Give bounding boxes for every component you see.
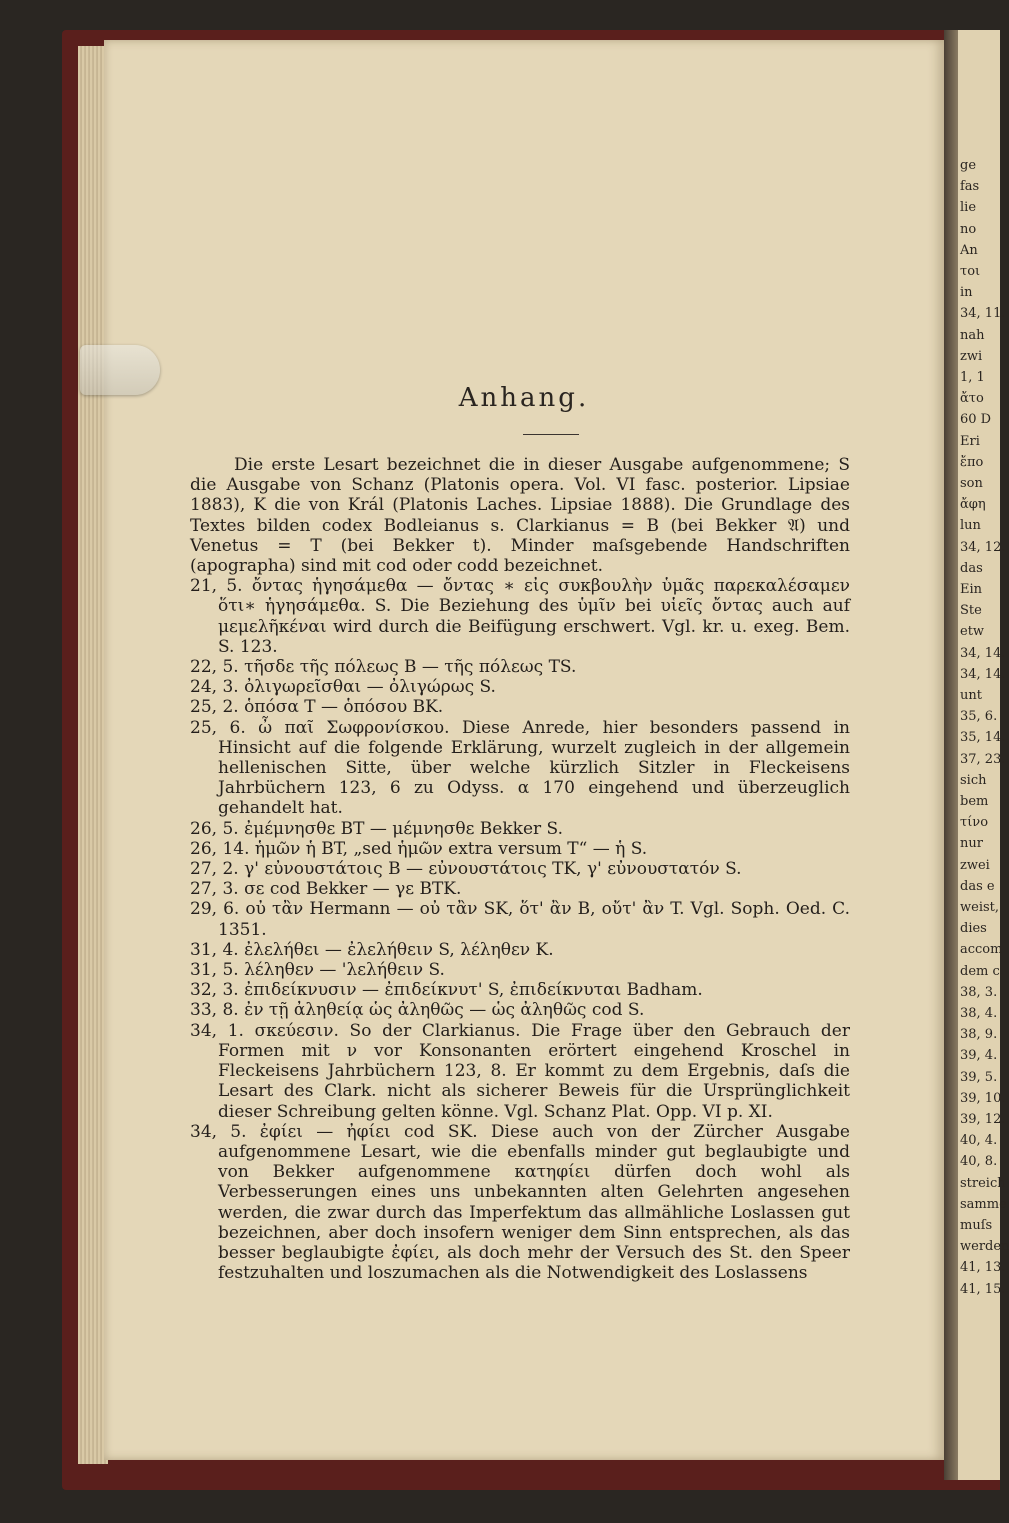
next-page-fragment: Eri bbox=[960, 433, 980, 449]
entry-item bbox=[190, 718, 850, 819]
next-page-fragment: muſs bbox=[960, 1218, 993, 1233]
entry-ref: 26, 5. bbox=[190, 818, 239, 839]
next-page-fragment: 1, 1 bbox=[960, 370, 985, 385]
next-page-fragment: 34, 11. bbox=[960, 306, 1006, 322]
entry-item bbox=[190, 1000, 850, 1020]
entry-item bbox=[190, 859, 850, 879]
next-page-fragment: accom bbox=[960, 942, 1003, 958]
next-page-fragment: 39, 12. bbox=[960, 1112, 1006, 1127]
entry-ref: 31, 4. bbox=[190, 939, 239, 960]
entry-ref: 32, 3. bbox=[190, 980, 239, 1001]
next-page-fragment: τοι bbox=[960, 264, 981, 279]
book-gutter bbox=[944, 30, 958, 1480]
next-page-fragment: etw bbox=[960, 624, 985, 640]
entry-ref: 27, 3. bbox=[190, 879, 239, 900]
next-page-fragment: 39, 5. bbox=[960, 1069, 998, 1085]
entry-ref: 27, 2. bbox=[190, 859, 239, 880]
entry-item bbox=[190, 576, 850, 657]
entry-text: ἐφίει — ἠφίει cod SK. Diese auch von der Zürcher Ausgabe aufgenommene Lesart, wie die ebenfalls minder gut beglaubigte und von Bekker aufgenommene κατηφίει dürfen doch wohl als Verbesserungen eines uns unbekannten alten Gelehrten angesehen werden, die zwar durch das Imperfektum das allmähliche Loslassen gut bezeichnen, aber doch insofern weniger dem Sinn entsprechen, als das besser beglaubigte ἐφίει, als doch mehr der Versuch des St. den Speer festzuhalten und loszumachen als die Notwendigkeit des Loslassens bbox=[218, 1121, 850, 1284]
entry-item bbox=[190, 677, 850, 697]
entry-item bbox=[190, 1021, 850, 1122]
page-heading: Anhang. bbox=[458, 383, 590, 413]
entry-text: σκεύεσιν. So der Clarkianus. Die Frage über den Gebrauch der Formen mit ν vor Konsonanten erörtert eingehend Kroschel in Fleckeisens Jahrbüchern 123, 8. Er kommt zu dem Ergebnis, daſs die Lesart des Clark. nicht als sicherer Beweis für die Ursprünglichkeit dieser Schreibung gelten könne. Vgl. Schanz Plat. Opp. VI p. XI. bbox=[218, 1020, 850, 1122]
next-page-fragment: dem c bbox=[960, 963, 1000, 979]
entry-item bbox=[190, 899, 850, 939]
entry-ref: 22, 5. bbox=[190, 657, 239, 678]
next-page-fragment: in bbox=[960, 285, 973, 301]
entry-list bbox=[190, 576, 850, 1283]
entry-text: ἐπιδείκνυσιν — ἐπιδείκνυτ' S, ἐπιδείκνυται Badham. bbox=[238, 980, 703, 1001]
entry-text: οὐ τἂν Hermann — οὐ τἂν SK, ὅτ' ἂν B, οὔτ' ἂν T. Vgl. Soph. Oed. C. 1351. bbox=[218, 899, 850, 940]
appendix-text bbox=[190, 455, 850, 1283]
next-page-fragment: 38, 4. bbox=[960, 1006, 998, 1021]
entry-ref: 34, 1. bbox=[190, 1020, 244, 1041]
entry-ref: 29, 6. bbox=[190, 899, 240, 920]
next-page-fragment: sich bbox=[960, 772, 987, 788]
entry-item bbox=[190, 879, 850, 899]
entry-item bbox=[190, 657, 850, 677]
entry-text: ἐμέμνησθε BT — μέμνησθε Bekker S. bbox=[238, 818, 563, 839]
entry-ref: 21, 5. bbox=[190, 576, 243, 597]
next-page-fragment: 37, 23. bbox=[960, 751, 1006, 767]
next-page-fragment: dies bbox=[960, 921, 987, 937]
next-page-fragment: 39, 10. bbox=[960, 1090, 1006, 1106]
next-page-fragment: weist, bbox=[960, 900, 1000, 915]
next-page-fragment: 39, 4. bbox=[960, 1048, 998, 1064]
entry-text: τῆσδε τῆς πόλεως B — τῆς πόλεως TS. bbox=[238, 657, 577, 678]
next-page-fragment: das e bbox=[960, 878, 995, 894]
next-page-fragment: son bbox=[960, 476, 983, 491]
next-page-fragment: An bbox=[960, 242, 978, 258]
next-page-fragment: 35, 14. bbox=[960, 730, 1006, 746]
entry-item bbox=[190, 819, 850, 839]
next-page-fragment: lie bbox=[960, 200, 977, 216]
entry-item bbox=[190, 697, 850, 717]
entry-ref: 25, 2. bbox=[190, 697, 239, 718]
entry-text: ἐν τῇ ἀληθείᾳ ὡς ἀληθῶς — ὡς ἀληθῶς cod S. bbox=[238, 1000, 645, 1021]
entry-item bbox=[190, 980, 850, 1000]
entry-ref: 33, 8. bbox=[190, 1000, 239, 1021]
next-page-fragment: zwei bbox=[960, 857, 990, 873]
entry-ref: 31, 5. bbox=[190, 960, 239, 981]
next-page-fragment: 34, 14. bbox=[960, 645, 1006, 661]
next-page-fragment: 34, 14. bbox=[960, 666, 1006, 682]
next-page-fragment: fas bbox=[960, 179, 980, 195]
entry-text: ὀλιγωρεῖσθαι — ὀλιγώρως S. bbox=[238, 677, 496, 698]
next-page-fragment: nah bbox=[960, 327, 985, 343]
next-page-fragment: 60 D bbox=[960, 412, 992, 428]
next-page-fragment: streich bbox=[960, 1175, 1006, 1191]
next-page-fragment: Ein bbox=[960, 582, 983, 597]
next-page-fragment: unt bbox=[960, 688, 982, 703]
entry-ref: 24, 3. bbox=[190, 677, 239, 698]
next-page-fragment: nur bbox=[960, 836, 983, 852]
entry-text: ὦ παῖ Σωφρονίσκου. Diese Anrede, hier besonders passend in Hinsicht auf die folgende Erklärung, wurzelt zugleich in der allgemein hellenischen Sitte, über welche kürzlich Sitzler in Fleckeisens Jahrbüchern 123, 6 zu Odyss. α 170 eingehend und überzeuglich gehandelt hat. bbox=[218, 717, 850, 819]
next-page-fragment: 41, 15. bbox=[960, 1281, 1006, 1297]
next-page-fragment: 40, 4. bbox=[960, 1133, 998, 1149]
next-page-fragment: das bbox=[960, 560, 983, 576]
next-page-edge bbox=[958, 30, 1009, 1480]
entry-text: γ' εὐνουστάτοις B — εὐνουστάτοις TK, γ' εὐνουστατόν S. bbox=[238, 859, 742, 880]
next-page-fragment: zwi bbox=[960, 348, 983, 364]
next-page-fragment: samme bbox=[960, 1196, 1007, 1212]
entry-text: ὁπόσα T — ὁπόσου BK. bbox=[238, 697, 444, 718]
next-page-fragment: τίνο bbox=[960, 815, 989, 831]
entry-ref: 34, 5. bbox=[190, 1121, 247, 1142]
next-page-fragment: 34, 12. bbox=[960, 539, 1006, 555]
entry-ref: 25, 6. bbox=[190, 717, 246, 738]
next-page-fragment: no bbox=[960, 221, 977, 237]
next-page-fragment: Ste bbox=[960, 603, 982, 619]
entry-text: ὄντας ἡγησάμεθα — ὄντας ∗ εἰς συκβουλὴν ὑμᾶς παρεκαλέσαμεν ὅτι∗ ἡγησάμεθα. S. Die Beziehung des ὑμῖν bei υἱεῖς ὄντας auch auf μεμελῆκέναι wird durch die Beifügung erschwert. Vgl. kr. u. exeg. Bem. S. 123. bbox=[218, 576, 850, 657]
entry-item bbox=[190, 839, 850, 859]
next-page-fragment: ἄτο bbox=[960, 391, 984, 407]
next-page-fragment: 35, 6. bbox=[960, 709, 998, 725]
intro-paragraph: Die erste Lesart bezeichnet die in dieser Ausgabe aufgenommene; S die Ausgabe von Schanz (Platonis opera. Vol. VI fasc. posterior. Lipsiae 1883), K die von Král (Platonis Laches. Lipsiae 1888). Die Grundlage des Textes bilden codex Bodleianus s. Clarkianus = B (bei Bekker 𝔄) und Venetus = T (bei Bekker t). Minder maſsgebende Handschriften (apographa) sind mit cod oder codd bezeichnet. bbox=[190, 455, 850, 577]
entry-item bbox=[190, 1122, 850, 1284]
next-page-fragment: 40, 8. bbox=[960, 1154, 998, 1170]
entry-item bbox=[190, 940, 850, 960]
next-page-fragment: 38, 9. bbox=[960, 1027, 998, 1043]
entry-ref: 26, 14. bbox=[190, 838, 250, 859]
entry-text: σε cod Bekker — γε BTK. bbox=[238, 879, 462, 900]
next-page-fragment: ἔπο bbox=[960, 454, 984, 470]
entry-text: ἡμῶν ἡ BT, „sed ἡμῶν extra versum T“ — ἡ S. bbox=[249, 838, 648, 859]
entry-text: ἐλελήθει — ἐλελήθειν S, λέληθεν K. bbox=[238, 939, 554, 960]
next-page-fragment: 41, 13. bbox=[960, 1260, 1006, 1276]
next-page-fragment: ge bbox=[960, 158, 977, 173]
next-page-fragment: bem bbox=[960, 794, 989, 809]
next-page-fragment: werden bbox=[960, 1239, 1009, 1255]
next-page-fragment: lun bbox=[960, 518, 981, 534]
entry-item bbox=[190, 960, 850, 980]
heading-rule bbox=[523, 434, 579, 435]
entry-text: λέληθεν — 'λελήθειν S. bbox=[238, 960, 445, 981]
next-page-fragment: 38, 3. bbox=[960, 984, 998, 1000]
next-page-fragment: ἄφη bbox=[960, 497, 986, 513]
